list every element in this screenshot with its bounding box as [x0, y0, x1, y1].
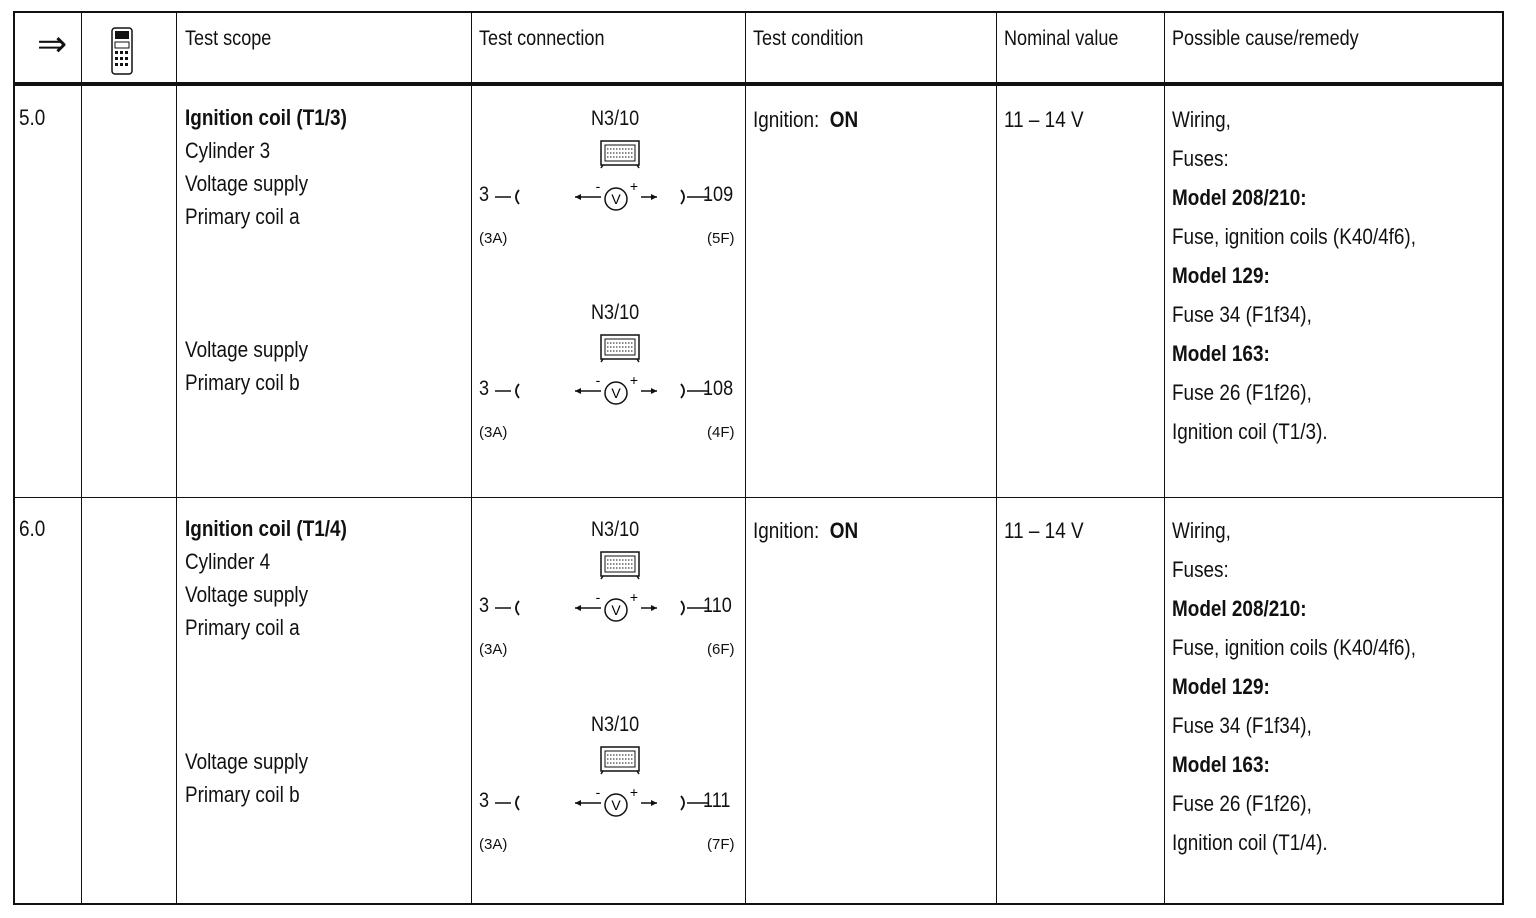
cause-line: Wiring,	[1172, 107, 1231, 132]
condition-value: ON	[829, 518, 859, 543]
right-pin-sub: (5F)	[707, 230, 735, 247]
svg-text:-: -	[595, 785, 601, 800]
diagnostic-table	[13, 11, 1504, 905]
voltmeter-icon	[571, 373, 661, 409]
step-number: 5.0	[19, 105, 46, 130]
column-divider	[471, 13, 472, 903]
arrow-icon: ⇒	[37, 23, 68, 64]
control-unit-icon	[599, 743, 643, 775]
header-test-scope: Test scope	[185, 27, 272, 50]
tester-icon	[111, 27, 133, 80]
step-number: 6.0	[19, 516, 46, 541]
scope-line: Cylinder 4	[185, 549, 271, 574]
scope-line: Primary coil a	[185, 204, 300, 229]
scope-line: Primary coil b	[185, 370, 300, 395]
control-unit-icon	[599, 331, 643, 363]
scope-line: Voltage supply	[185, 582, 309, 607]
device-label: N3/10	[591, 107, 640, 130]
row-divider	[15, 497, 1502, 498]
svg-text:+: +	[629, 590, 639, 605]
svg-text:V: V	[611, 385, 621, 401]
scope-line: Voltage supply	[185, 337, 309, 362]
column-divider	[176, 13, 177, 903]
voltmeter-icon	[571, 590, 661, 626]
cause-line: Fuse 34 (F1f34),	[1172, 302, 1312, 327]
right-pin-sub: (7F)	[707, 836, 735, 853]
header-test-connection: Test connection	[479, 27, 605, 50]
cause-line: Fuses:	[1172, 146, 1229, 171]
device-label: N3/10	[591, 518, 640, 541]
control-unit-icon	[599, 137, 643, 169]
cause-line: Model 129:	[1172, 263, 1270, 288]
cause-line: Ignition coil (T1/4).	[1172, 830, 1328, 855]
left-pin: 3	[479, 183, 490, 206]
cause-line: Fuses:	[1172, 557, 1229, 582]
column-divider	[81, 13, 82, 903]
cause-line: Wiring,	[1172, 518, 1231, 543]
header-divider	[15, 82, 1502, 86]
scope-line: Voltage supply	[185, 171, 309, 196]
device-label: N3/10	[591, 713, 640, 736]
svg-text:+: +	[629, 179, 639, 194]
column-divider	[1164, 13, 1165, 903]
column-divider	[996, 13, 997, 903]
nominal-value: 11 – 14 V	[1004, 107, 1084, 132]
svg-text:V: V	[611, 191, 621, 207]
scope-title: Ignition coil (T1/3)	[185, 105, 347, 130]
svg-text:+: +	[629, 373, 639, 388]
left-pin: 3	[479, 377, 490, 400]
header-nominal-value: Nominal value	[1004, 27, 1119, 50]
right-pin-sub: (4F)	[707, 424, 735, 441]
condition	[753, 103, 858, 136]
right-pin: 110	[703, 594, 732, 617]
scope-line: Primary coil a	[185, 615, 300, 640]
scope-line: Voltage supply	[185, 749, 309, 774]
left-connector-icon	[491, 793, 527, 813]
left-pin: 3	[479, 789, 490, 812]
condition-label: Ignition:	[753, 107, 820, 132]
condition-label: Ignition:	[753, 518, 820, 543]
cause-line: Model 129:	[1172, 674, 1270, 699]
cause-line: Fuse, ignition coils (K40/4f6),	[1172, 635, 1416, 660]
left-connector-icon	[491, 381, 527, 401]
svg-text:V: V	[611, 797, 621, 813]
cause-line: Model 163:	[1172, 341, 1270, 366]
left-pin-sub: (3A)	[479, 836, 508, 853]
svg-text:V: V	[611, 602, 621, 618]
svg-text:-: -	[595, 179, 601, 194]
right-pin: 109	[703, 183, 734, 206]
condition-value: ON	[829, 107, 859, 132]
voltmeter-icon	[571, 179, 661, 215]
cause-line: Fuse, ignition coils (K40/4f6),	[1172, 224, 1416, 249]
right-pin: 111	[703, 789, 731, 812]
control-unit-icon	[599, 548, 643, 580]
cause-line: Model 163:	[1172, 752, 1270, 777]
svg-text:-: -	[595, 373, 601, 388]
condition	[753, 514, 858, 547]
header-test-condition: Test condition	[753, 27, 864, 50]
left-connector-icon	[491, 598, 527, 618]
nominal-value: 11 – 14 V	[1004, 518, 1084, 543]
cause-line: Ignition coil (T1/3).	[1172, 419, 1328, 444]
header-possible-cause: Possible cause/remedy	[1172, 27, 1359, 50]
left-connector-icon	[491, 187, 527, 207]
voltmeter-icon	[571, 785, 661, 821]
left-pin-sub: (3A)	[479, 230, 508, 247]
cause-line: Fuse 26 (F1f26),	[1172, 380, 1312, 405]
cause-line: Model 208/210:	[1172, 185, 1307, 210]
right-pin-sub: (6F)	[707, 641, 735, 658]
left-pin-sub: (3A)	[479, 641, 508, 658]
cause-line: Fuse 26 (F1f26),	[1172, 791, 1312, 816]
device-label: N3/10	[591, 301, 640, 324]
scope-line: Primary coil b	[185, 782, 300, 807]
svg-text:+: +	[629, 785, 639, 800]
cause-line: Model 208/210:	[1172, 596, 1307, 621]
left-pin-sub: (3A)	[479, 424, 508, 441]
scope-line: Cylinder 3	[185, 138, 271, 163]
scope-title: Ignition coil (T1/4)	[185, 516, 347, 541]
right-pin: 108	[703, 377, 734, 400]
column-divider	[745, 13, 746, 903]
svg-text:-: -	[595, 590, 601, 605]
left-pin: 3	[479, 594, 490, 617]
cause-line: Fuse 34 (F1f34),	[1172, 713, 1312, 738]
